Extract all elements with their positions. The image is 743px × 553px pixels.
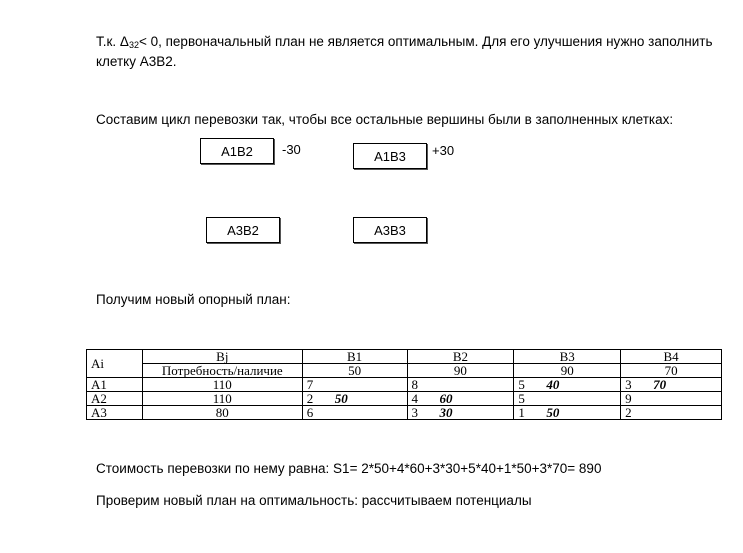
plan-cell [407,392,514,406]
cell-amount: 60 [439,391,453,406]
plan-cell [302,378,407,392]
cell-cost: 5 [518,377,525,392]
cell-cost: 9 [625,391,632,406]
row-name: A2 [87,392,143,406]
table-row [87,378,722,392]
cell-amount: 50 [334,391,348,406]
plan-cell [407,378,514,392]
header-b1: B1 [302,350,407,364]
header-bj: Bj [142,350,302,364]
demand-b3: 90 [514,364,621,378]
delta-subscript: 32 [128,40,139,50]
delta-symbol: Δ [119,34,129,49]
cost-line: Стоимость перевозки по нему равна: S1= 2*50+4*60+3*30+5*40+1*50+3*70= 890 [96,461,602,476]
header-b4: B4 [621,350,722,364]
row-name: A1 [87,378,143,392]
plan-cell [621,378,722,392]
cell-amount: 70 [653,377,667,392]
demand-b4: 70 [621,364,722,378]
plan-cell [621,392,722,406]
cell-amount: 40 [546,377,560,392]
cell-cost: 3 [625,377,632,392]
plan-cell [514,378,621,392]
cell-cost: 1 [518,405,525,420]
plan-cell [621,406,722,420]
cycle-sign-a1b3: +30 [432,143,455,158]
table-row [87,406,722,420]
cell-cost: 2 [625,405,632,420]
plan-table [86,349,722,420]
cycle-cell-a3b3: A3B3 [353,217,427,243]
plan-cell [302,406,407,420]
intro-suffix: < 0, первоначальный план не является оптимальным. Для его улучшения нужно заполнить [138,34,713,49]
cycle-cell-a1b3: A1B3 [353,143,427,169]
cell-cost: 5 [518,391,525,406]
cell-cost: 8 [411,377,419,392]
header-ai: Ai [87,350,143,378]
intro-line-1 [96,32,713,55]
cell-amount: 30 [439,405,453,420]
demand-b2: 90 [407,364,514,378]
cell-amount: 50 [546,405,560,420]
cell-cost: 4 [411,391,419,406]
cell-cost: 7 [306,377,314,392]
cell-cost: 6 [306,405,314,420]
table-row [87,392,722,406]
cycle-cell-a1b2: A1B2 [200,138,274,164]
cycle-sign-a1b2: -30 [282,142,301,157]
plan-cell [514,392,621,406]
table-header-row [87,350,722,364]
plan-cell [407,406,514,420]
row-supply: 110 [142,392,302,406]
plan-cell [514,406,621,420]
plan-heading: Получим новый опорный план: [96,292,291,307]
table-demand-row [87,364,722,378]
row-supply: 80 [142,406,302,420]
cycle-cell-a3b2: A3B2 [206,217,280,243]
row-name: A3 [87,406,143,420]
header-b2: B2 [407,350,514,364]
plan-cell [302,392,407,406]
cycle-heading: Составим цикл перевозки так, чтобы все остальные вершины были в заполненных клетках: [96,112,674,127]
cell-cost: 3 [411,405,419,420]
intro-line-2: клетку А3В2. [96,54,177,69]
intro-prefix: Т.к. [96,34,120,49]
cell-cost: 2 [306,391,314,406]
check-line: Проверим новый план на оптимальность: рассчитываем потенциалы [96,493,532,508]
header-need: Потребность/наличие [142,364,302,378]
demand-b1: 50 [302,364,407,378]
row-supply: 110 [142,378,302,392]
header-b3: B3 [514,350,621,364]
